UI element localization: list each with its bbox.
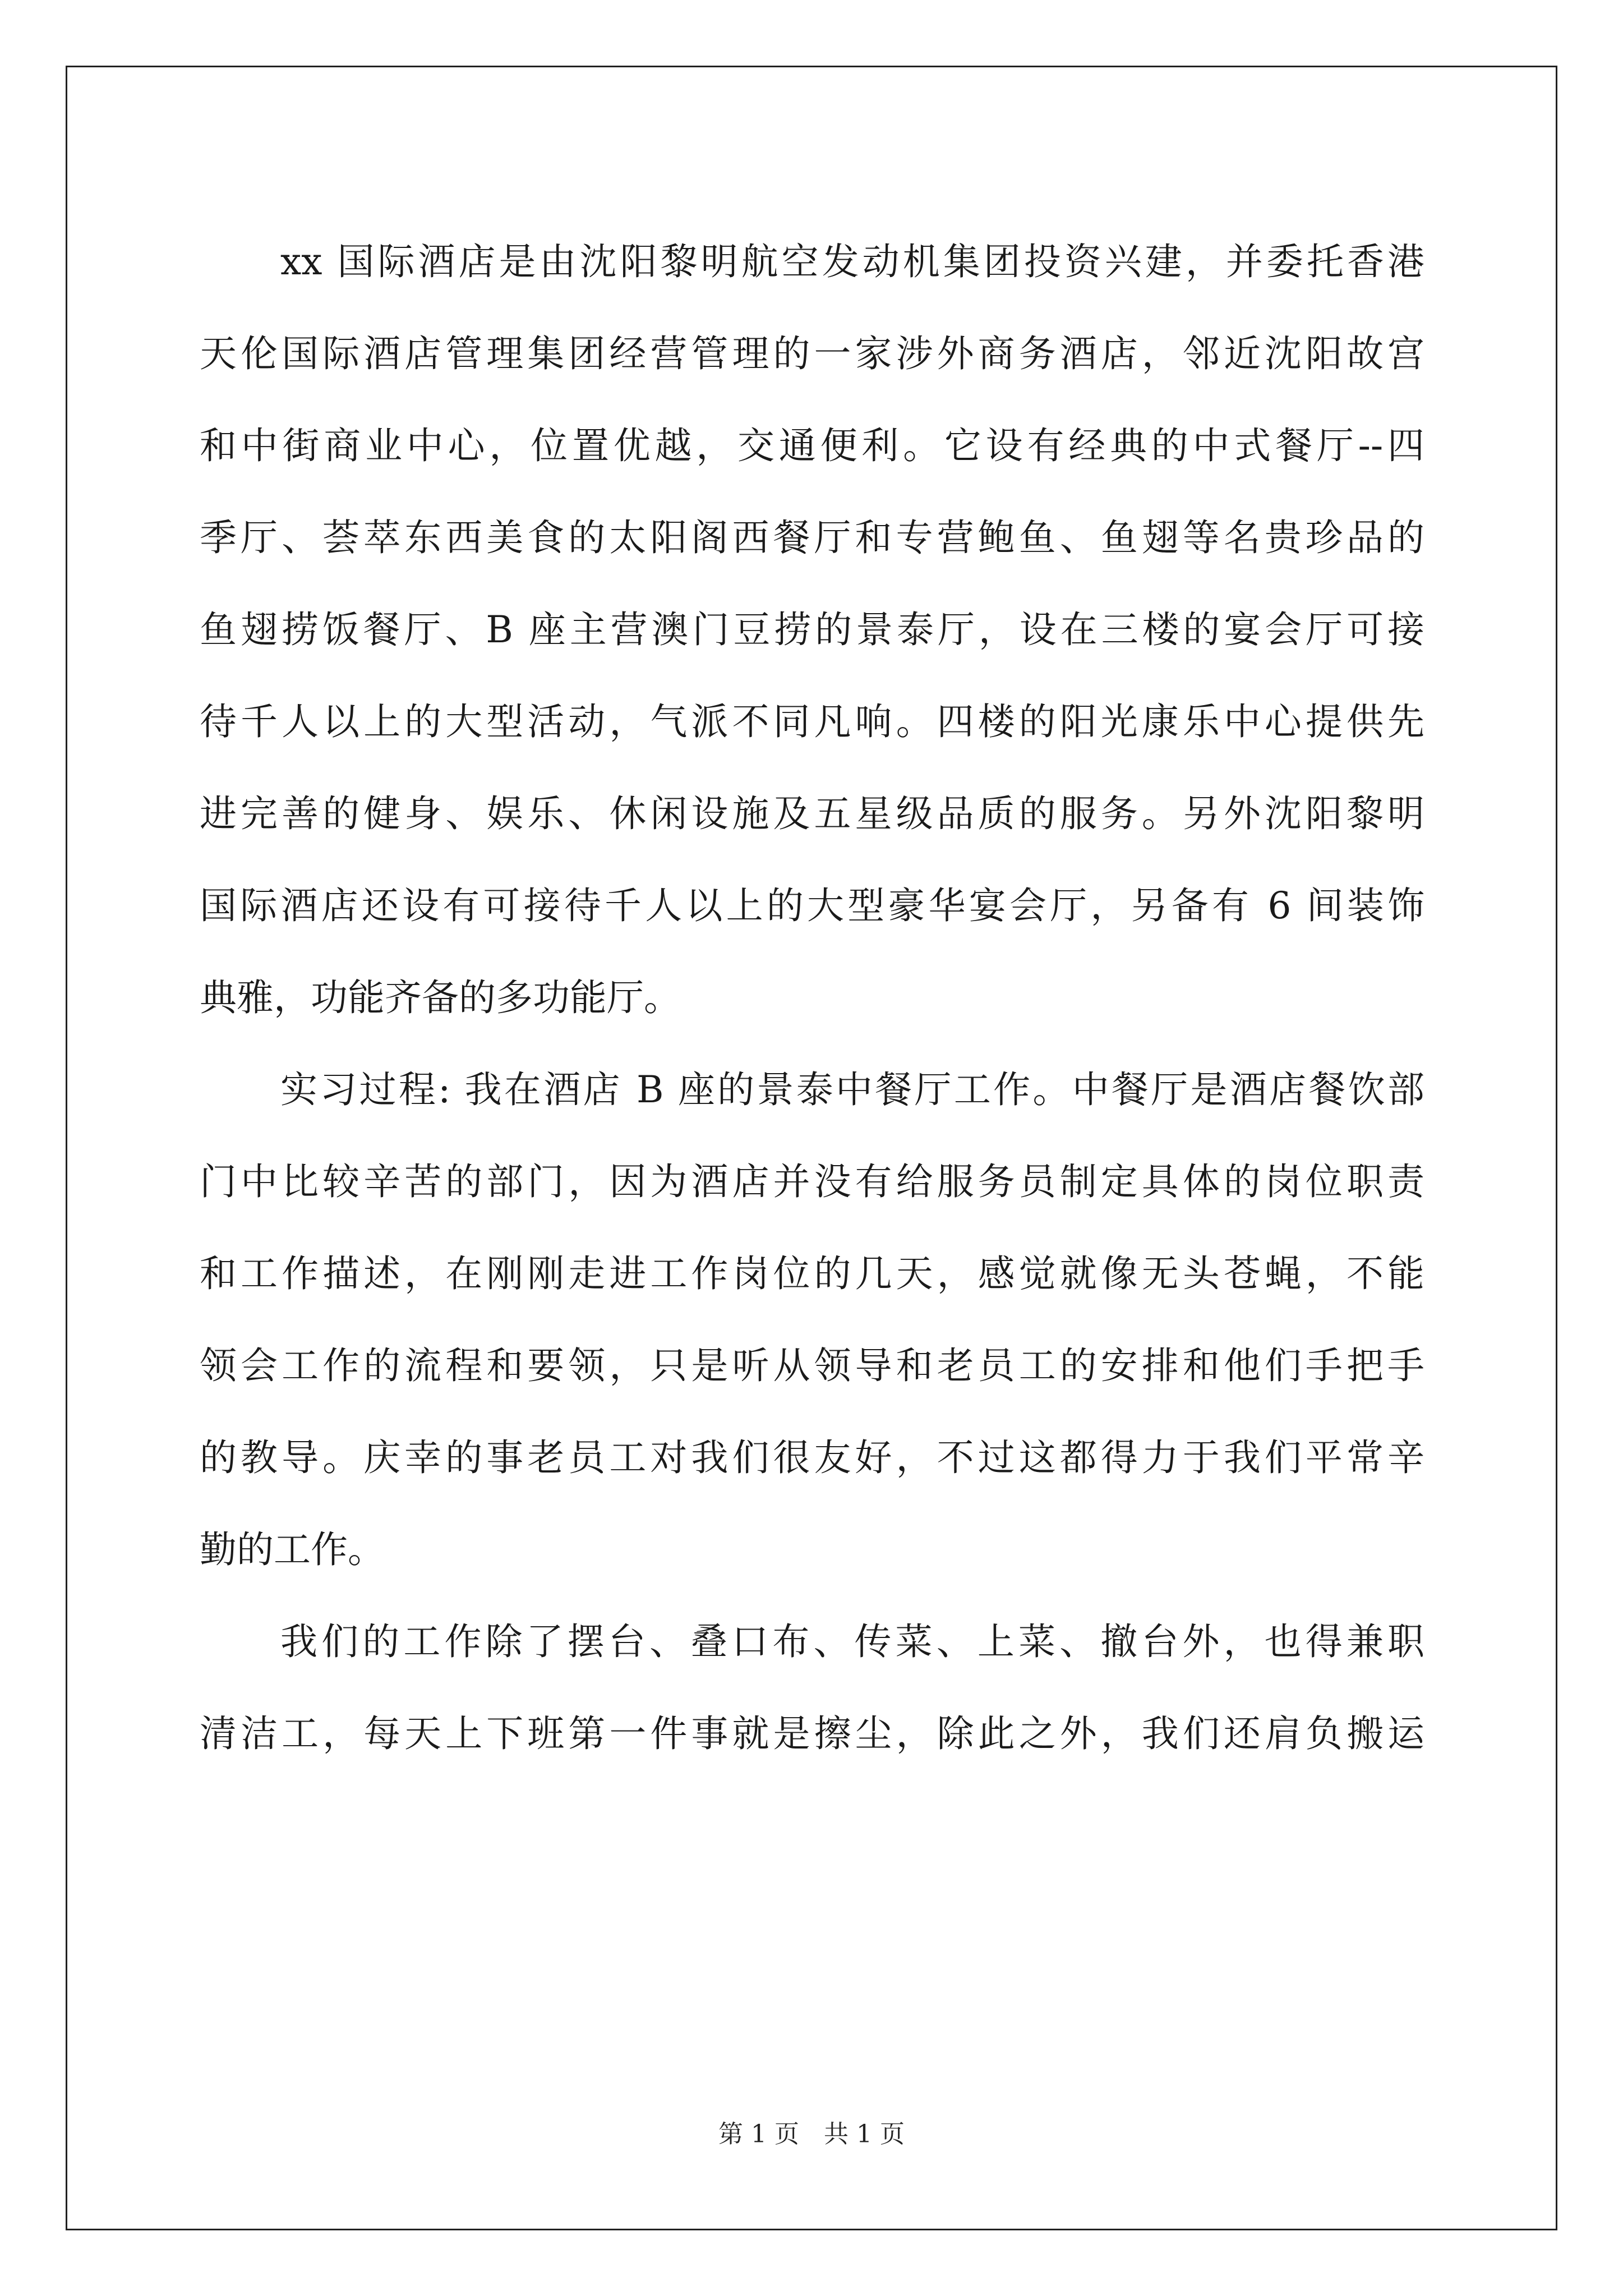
page-footer: 第 1 页 共 1 页 [718, 2120, 905, 2148]
paragraph-1-line-6: 待千人以上的大型活动，气派不同凡响。四楼的阳光康乐中心提供先 [200, 700, 1424, 743]
paragraph-2-line-5: 的教导。庆幸的事老员工对我们很友好，不过这都得力于我们平常辛 [200, 1436, 1424, 1479]
paragraph-2-line-6: 勤的工作。 [200, 1528, 385, 1571]
paragraph-1-line-7: 进完善的健身、娱乐、休闲设施及五星级品质的服务。另外沈阳黎明 [200, 792, 1424, 835]
paragraph-2-line-3: 和工作描述，在刚刚走进工作岗位的几天，感觉就像无头苍蝇，不能 [200, 1252, 1424, 1295]
paragraph-1-line-9: 典雅，功能齐备的多功能厅。 [200, 976, 681, 1019]
paragraph-2-line-2: 门中比较辛苦的部门，因为酒店并没有给服务员制定具体的岗位职责 [200, 1160, 1424, 1203]
paragraph-1-line-8: 国际酒店还设有可接待千人以上的大型豪华宴会厅，另备有 6 间装饰 [200, 884, 1424, 927]
paragraph-3-line-1: 我们的工作除了摆台、叠口布、传菜、上菜、撤台外，也得兼职 [280, 1620, 1424, 1663]
paragraph-1-line-2: 天伦国际酒店管理集团经营管理的一家涉外商务酒店，邻近沈阳故宫 [200, 332, 1424, 375]
paragraph-3-line-2: 清洁工，每天上下班第一件事就是擦尘，除此之外，我们还肩负搬运 [200, 1712, 1424, 1755]
paragraph-1-line-1: xx 国际酒店是由沈阳黎明航空发动机集团投资兴建，并委托香港 [280, 240, 1424, 283]
paragraph-1-line-3: 和中街商业中心，位置优越，交通便利。它设有经典的中式餐厅--四 [200, 424, 1424, 467]
paragraph-1-line-4: 季厅、荟萃东西美食的太阳阁西餐厅和专营鲍鱼、鱼翅等名贵珍品的 [200, 516, 1424, 559]
paragraph-2-line-4: 领会工作的流程和要领，只是听从领导和老员工的安排和他们手把手 [200, 1344, 1424, 1387]
paragraph-1-line-5: 鱼翅捞饭餐厅、B 座主营澳门豆捞的景泰厅，设在三楼的宴会厅可接 [200, 608, 1424, 651]
document-body [200, 216, 1424, 1780]
paragraph-2-line-1: 实习过程: 我在酒店 B 座的景泰中餐厅工作。中餐厅是酒店餐饮部 [280, 1068, 1424, 1111]
